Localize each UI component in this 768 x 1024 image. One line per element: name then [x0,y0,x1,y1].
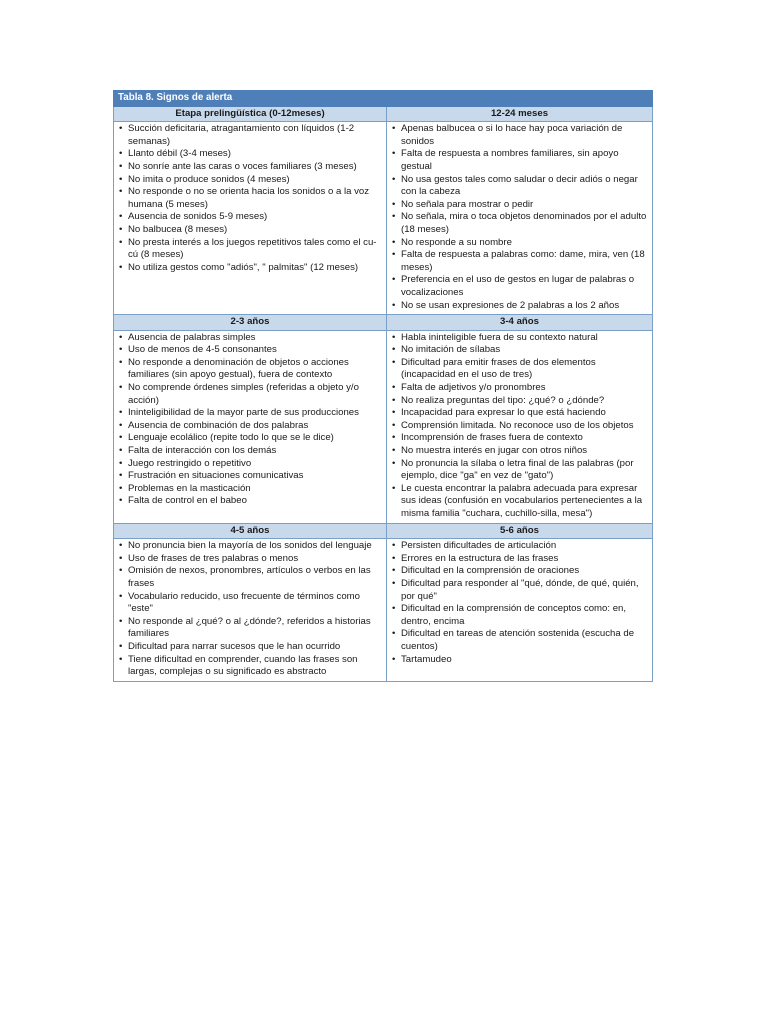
list-item: • Errores en la estructura de las frases [391,553,648,566]
list-item: • Vocabulario reducido, uso frecuente de términos como "este" [118,591,382,616]
list-item: • Dificultad para emitir frases de dos elementos (incapacidad en el uso de tres) [391,357,648,382]
list-item: • No responde a su nombre [391,237,648,250]
list-item: • No responde al ¿qué? o al ¿dónde?, referidos a historias familiares [118,616,382,641]
list-item: • Juego restringido o repetitivo [118,458,382,471]
list-item: • Ausencia de sonidos 5-9 meses) [118,211,382,224]
list-item: • No señala, mira o toca objetos denominados por el adulto (18 meses) [391,211,648,236]
list-item: • Incomprensión de frases fuera de contexto [391,432,648,445]
list-item: • Dificultad en la comprensión de oraciones [391,565,648,578]
list-item: • Comprensión limitada. No reconoce uso de los objetos [391,420,648,433]
table-title-row [114,91,653,107]
list-item: • No utiliza gestos como "adiós", " palmitas" (12 meses) [118,262,382,275]
sign-list [391,540,648,666]
cell-4-5-years [114,539,387,682]
list-item: • No señala para mostrar o pedir [391,199,648,212]
cell-12-24-months [387,122,653,315]
sign-list [118,123,382,274]
alert-signs-table [113,90,653,682]
section-body-row [114,122,653,315]
table-title: Tabla 8. Signos de alerta [114,91,653,107]
cell-prelinguistic [114,122,387,315]
list-item: • Lenguaje ecolálico (repite todo lo que se le dice) [118,432,382,445]
section-body-row [114,330,653,523]
section-header-row [114,523,653,539]
list-item: • Dificultad en tareas de atención sostenida (escucha de cuentos) [391,628,648,653]
list-item: • No balbucea (8 meses) [118,224,382,237]
list-item: • Falta de adjetivos y/o pronombres [391,382,648,395]
column-header-3-4-years: 3-4 años [387,315,653,331]
list-item: • Uso de frases de tres palabras o menos [118,553,382,566]
list-item: • No comprende órdenes simples (referidas a objeto y/o acción) [118,382,382,407]
list-item: • No sonríe ante las caras o voces familiares (3 meses) [118,161,382,174]
column-header-12-24-months: 12-24 meses [387,106,653,122]
list-item: • Tiene dificultad en comprender, cuando las frases son largas, complejas o su significado es abstracto [118,654,382,679]
list-item: • Uso de menos de 4-5 consonantes [118,344,382,357]
column-header-2-3-years: 2-3 años [114,315,387,331]
list-item: • Tartamudeo [391,654,648,667]
cell-3-4-years [387,330,653,523]
list-item: • No usa gestos tales como saludar o decir adiós o negar con la cabeza [391,174,648,199]
list-item: • No se usan expresiones de 2 palabras a los 2 años [391,300,648,313]
list-item: • Preferencia en el uso de gestos en lugar de palabras o vocalizaciones [391,274,648,299]
sign-list [391,123,648,312]
cell-2-3-years [114,330,387,523]
list-item: • Habla ininteligible fuera de su contexto natural [391,332,648,345]
list-item: • Llanto débil (3-4 meses) [118,148,382,161]
list-item: • No responde a denominación de objetos o acciones familiares (sin apoyo gestual), fuera de contexto [118,357,382,382]
list-item: • Falta de respuesta a palabras como: dame, mira, ven (18 meses) [391,249,648,274]
list-item: • No realiza preguntas del tipo: ¿qué? o ¿dónde? [391,395,648,408]
column-header-5-6-years: 5-6 años [387,523,653,539]
list-item: • No pronuncia la sílaba o letra final de las palabras (por ejemplo, dice "ga" en vez de "gato") [391,458,648,483]
column-header-4-5-years: 4-5 años [114,523,387,539]
section-body-row [114,539,653,682]
list-item: • Falta de control en el babeo [118,495,382,508]
list-item: • Le cuesta encontrar la palabra adecuada para expresar sus ideas (confusión en vocabularios pertenecientes a la misma familia "cuchara, cuchillo-silla, mesa") [391,483,648,521]
list-item: • No pronuncia bien la mayoría de los sonidos del lenguaje [118,540,382,553]
list-item: • No responde o no se orienta hacia los sonidos o a la voz humana (5 meses) [118,186,382,211]
list-item: • No muestra interés en jugar con otros niños [391,445,648,458]
list-item: • No imita o produce sonidos (4 meses) [118,174,382,187]
alert-signs-table-wrapper [113,90,652,682]
section-header-row [114,315,653,331]
cell-5-6-years [387,539,653,682]
list-item: • Frustración en situaciones comunicativas [118,470,382,483]
list-item: • Ininteligibilidad de la mayor parte de sus producciones [118,407,382,420]
sign-list [118,540,382,679]
section-header-row [114,106,653,122]
list-item: • Falta de interacción con los demás [118,445,382,458]
list-item: • Dificultad para responder al "qué, dónde, de qué, quién, por qué" [391,578,648,603]
sign-list [391,332,648,521]
list-item: • Problemas en la masticación [118,483,382,496]
list-item: • No imitación de sílabas [391,344,648,357]
sign-list [118,332,382,508]
list-item: • Incapacidad para expresar lo que está haciendo [391,407,648,420]
list-item: • Succión deficitaria, atragantamiento con líquidos (1-2 semanas) [118,123,382,148]
list-item: • Dificultad en la comprensión de conceptos como: en, dentro, encima [391,603,648,628]
list-item: • Ausencia de palabras simples [118,332,382,345]
list-item: • Falta de respuesta a nombres familiares, sin apoyo gestual [391,148,648,173]
column-header-prelinguistic: Etapa prelingüística (0-12meses) [114,106,387,122]
list-item: • Dificultad para narrar sucesos que le han ocurrido [118,641,382,654]
list-item: • Omisión de nexos, pronombres, artículos o verbos en las frases [118,565,382,590]
list-item: • Apenas balbucea o si lo hace hay poca variación de sonidos [391,123,648,148]
list-item: • Persisten dificultades de articulación [391,540,648,553]
list-item: • No presta interés a los juegos repetitivos tales como el cu-cú (8 meses) [118,237,382,262]
list-item: • Ausencia de combinación de dos palabras [118,420,382,433]
